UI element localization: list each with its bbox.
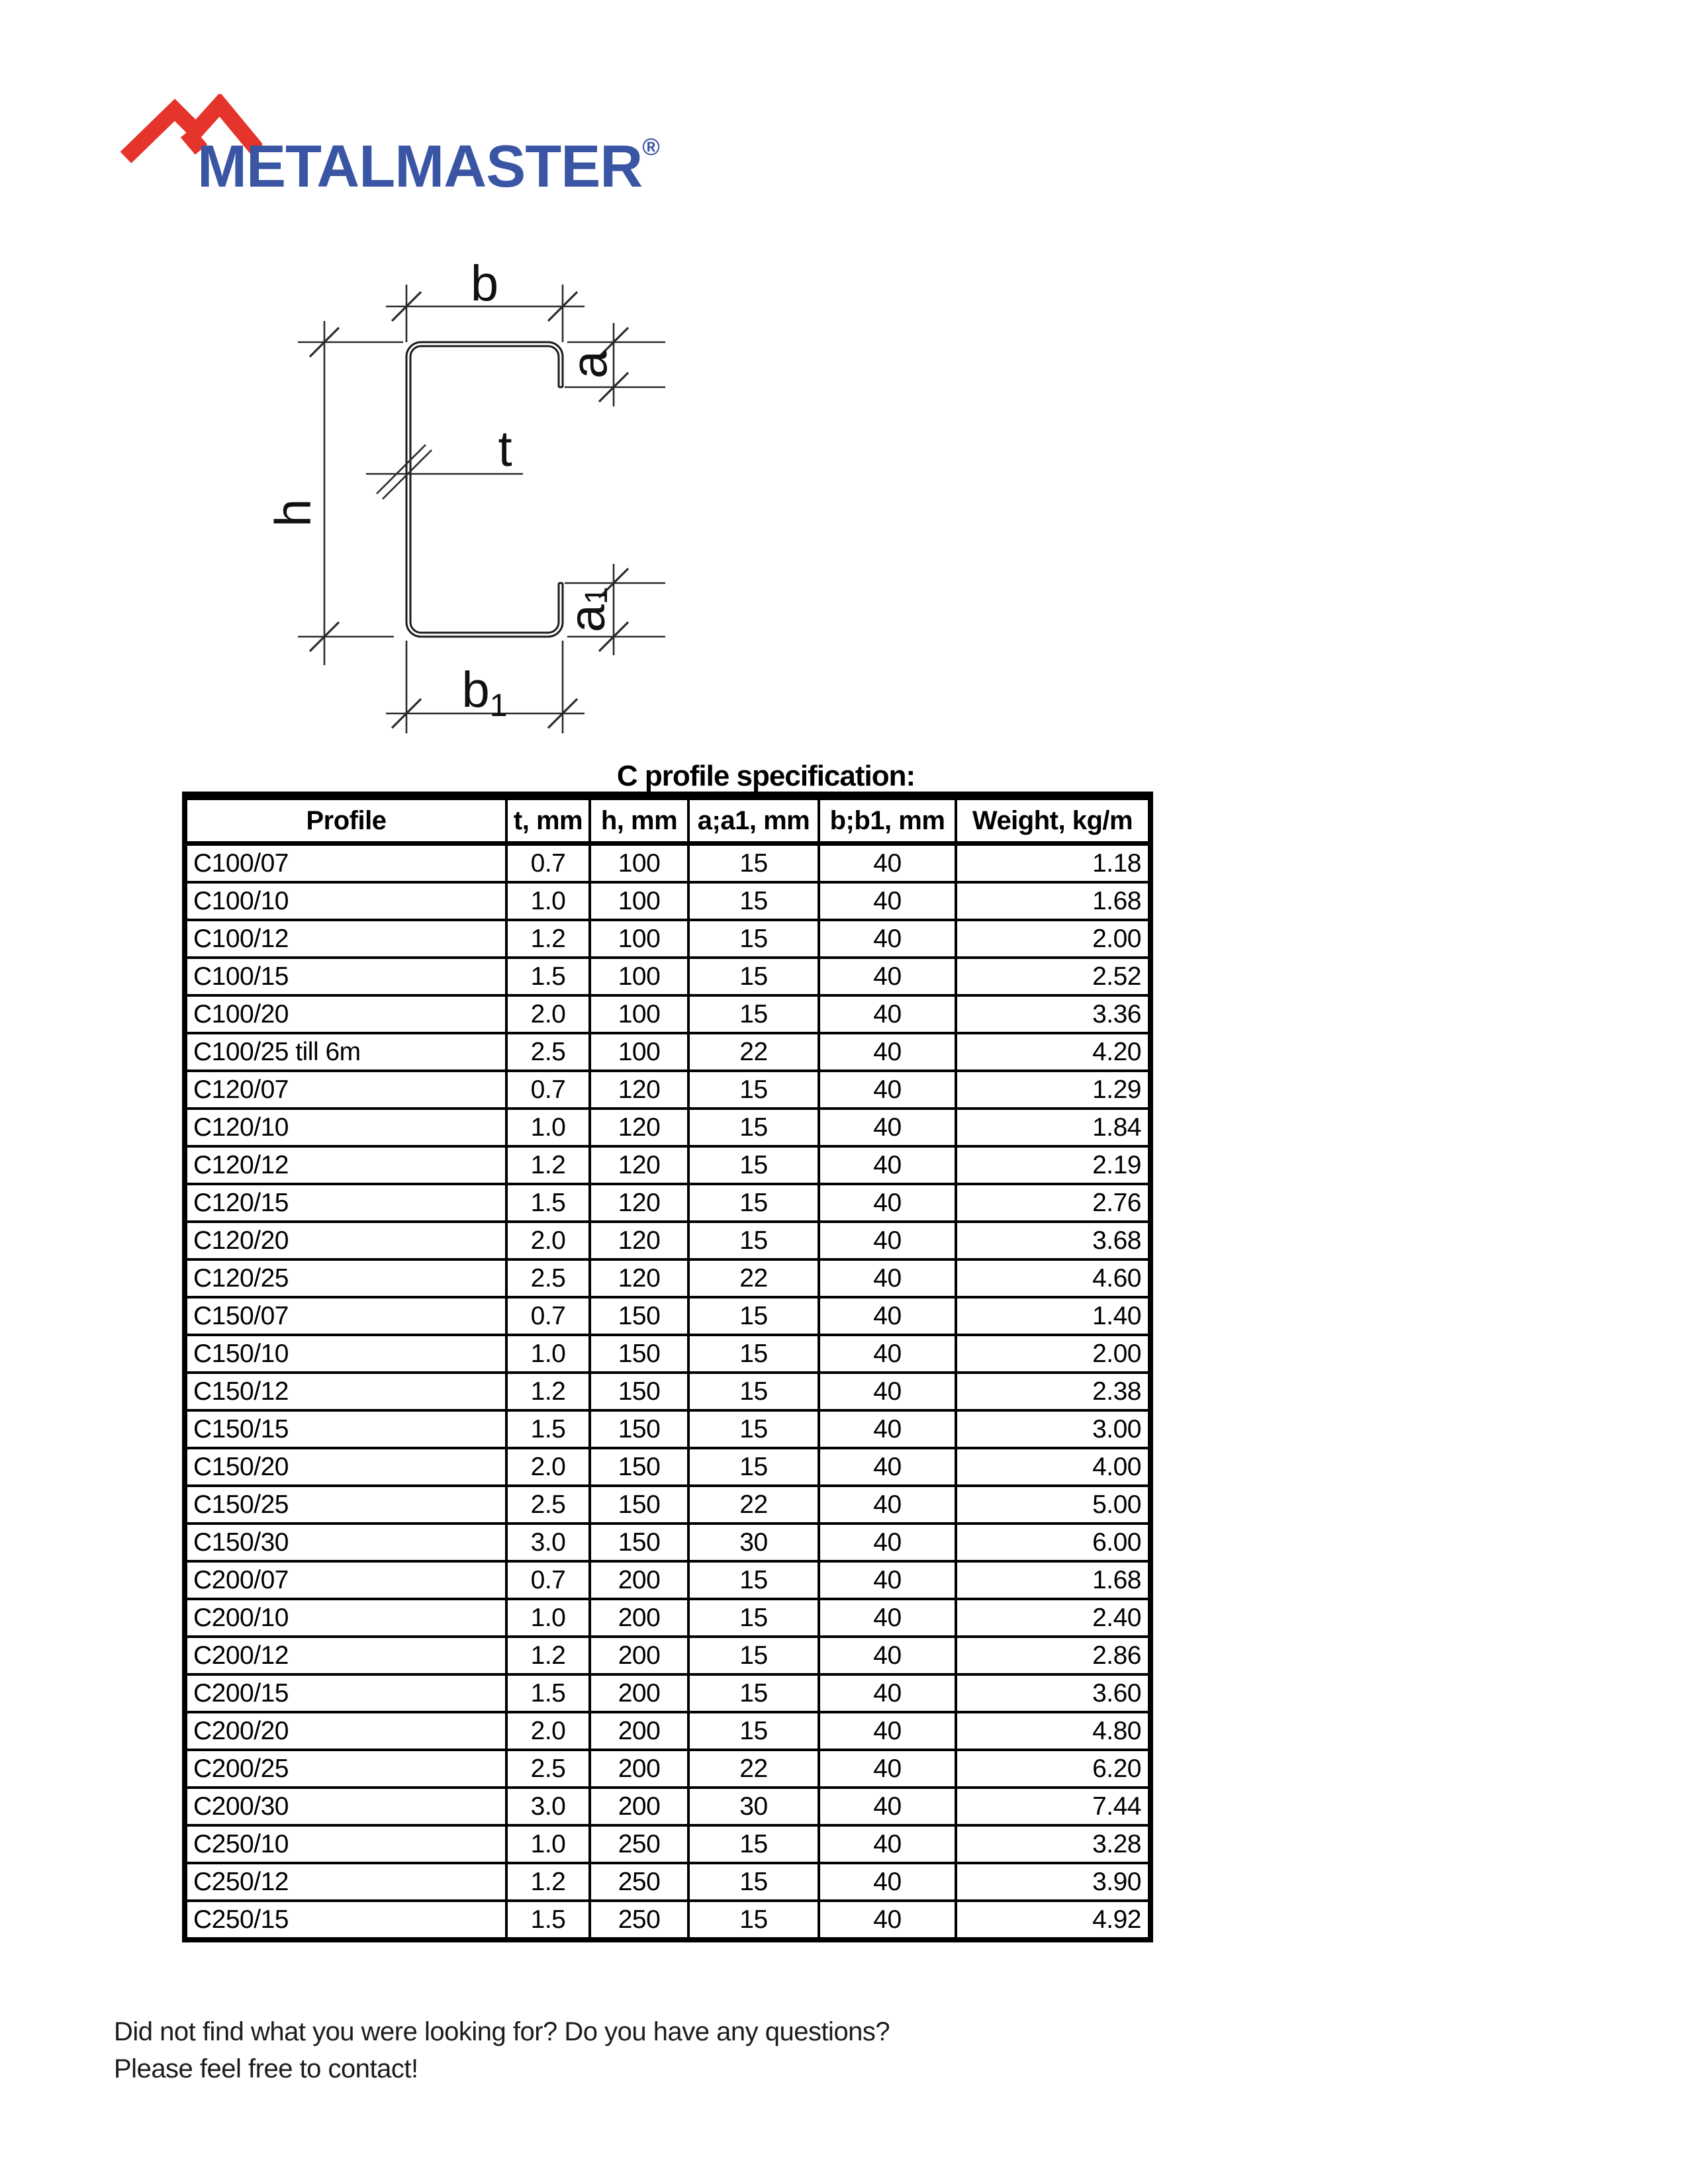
- table-row: [185, 1222, 1150, 1259]
- cell-profile: C100/07: [185, 844, 506, 883]
- cell-b: 40: [819, 1901, 956, 1940]
- cell-t: 1.2: [506, 1373, 590, 1410]
- cell-profile: C200/15: [185, 1674, 506, 1712]
- cell-t: 1.2: [506, 920, 590, 958]
- cell-t: 1.5: [506, 958, 590, 995]
- table-row: [185, 1750, 1150, 1788]
- cell-h: 100: [590, 882, 688, 920]
- cell-a: 15: [688, 1674, 819, 1712]
- table-row: [185, 1335, 1150, 1373]
- cell-b: 40: [819, 1109, 956, 1146]
- table-row: [185, 1373, 1150, 1410]
- cell-a: 15: [688, 995, 819, 1033]
- table-row: [185, 1033, 1150, 1071]
- cell-profile: C120/25: [185, 1259, 506, 1297]
- cell-b: 40: [819, 995, 956, 1033]
- cell-profile: C100/12: [185, 920, 506, 958]
- cell-h: 100: [590, 920, 688, 958]
- cell-weight: 5.00: [956, 1486, 1150, 1524]
- table-row: [185, 1901, 1150, 1940]
- cell-weight: 4.00: [956, 1448, 1150, 1486]
- cell-b: 40: [819, 1297, 956, 1335]
- table-title: C profile specification:: [616, 760, 915, 792]
- table-row: [185, 1524, 1150, 1561]
- cell-profile: C150/07: [185, 1297, 506, 1335]
- cell-a: 15: [688, 1448, 819, 1486]
- cell-weight: 1.84: [956, 1109, 1150, 1146]
- cell-h: 120: [590, 1222, 688, 1259]
- cell-profile: C150/30: [185, 1524, 506, 1561]
- cell-profile: C250/12: [185, 1863, 506, 1901]
- cell-t: 0.7: [506, 1297, 590, 1335]
- dim-label-a1: [559, 587, 616, 633]
- table-row: [185, 995, 1150, 1033]
- cell-b: 40: [819, 1599, 956, 1637]
- cell-t: 2.0: [506, 995, 590, 1033]
- table-row: [185, 844, 1150, 883]
- cell-h: 250: [590, 1863, 688, 1901]
- cell-weight: 1.68: [956, 882, 1150, 920]
- cell-t: 1.0: [506, 882, 590, 920]
- cell-a: 15: [688, 1222, 819, 1259]
- cell-profile: C250/15: [185, 1901, 506, 1940]
- cell-a: 15: [688, 1373, 819, 1410]
- cell-profile: C100/10: [185, 882, 506, 920]
- cell-weight: 4.80: [956, 1712, 1150, 1750]
- cell-h: 200: [590, 1750, 688, 1788]
- cell-a: 15: [688, 1863, 819, 1901]
- cell-a: 15: [688, 1637, 819, 1674]
- brand-text: [197, 133, 660, 200]
- cell-h: 100: [590, 844, 688, 883]
- table-row: [185, 1712, 1150, 1750]
- cell-a: 22: [688, 1033, 819, 1071]
- cell-weight: 2.40: [956, 1599, 1150, 1637]
- cell-t: 1.5: [506, 1674, 590, 1712]
- cell-a: 15: [688, 1109, 819, 1146]
- cell-a: 22: [688, 1259, 819, 1297]
- table-row: [185, 1788, 1150, 1825]
- table-row: [185, 882, 1150, 920]
- cell-profile: C150/10: [185, 1335, 506, 1373]
- cell-weight: 2.19: [956, 1146, 1150, 1184]
- table-row: [185, 1599, 1150, 1637]
- logo: [114, 93, 749, 218]
- cell-t: 2.5: [506, 1486, 590, 1524]
- cell-h: 200: [590, 1788, 688, 1825]
- cell-b: 40: [819, 1486, 956, 1524]
- cell-profile: C120/10: [185, 1109, 506, 1146]
- cell-a: 15: [688, 1071, 819, 1109]
- cell-profile: C200/12: [185, 1637, 506, 1674]
- brand-name: METALMASTER: [197, 134, 643, 200]
- cell-h: 120: [590, 1071, 688, 1109]
- cell-a: 15: [688, 1146, 819, 1184]
- cell-t: 3.0: [506, 1788, 590, 1825]
- cell-a: 22: [688, 1750, 819, 1788]
- cell-profile: C200/10: [185, 1599, 506, 1637]
- table-row: [185, 920, 1150, 958]
- cell-weight: 2.52: [956, 958, 1150, 995]
- cell-h: 200: [590, 1674, 688, 1712]
- dim-label-b1-main: b: [461, 662, 490, 718]
- cell-weight: 1.18: [956, 844, 1150, 883]
- cell-b: 40: [819, 1674, 956, 1712]
- cell-t: 1.2: [506, 1637, 590, 1674]
- cell-h: 120: [590, 1146, 688, 1184]
- cell-weight: 3.28: [956, 1825, 1150, 1863]
- cell-t: 2.0: [506, 1712, 590, 1750]
- cell-a: 30: [688, 1524, 819, 1561]
- cell-a: 22: [688, 1486, 819, 1524]
- cell-b: 40: [819, 920, 956, 958]
- cell-weight: 3.60: [956, 1674, 1150, 1712]
- column-header-profile: Profile: [185, 796, 506, 844]
- table-row: [185, 1863, 1150, 1901]
- cell-h: 200: [590, 1599, 688, 1637]
- cell-t: 0.7: [506, 1561, 590, 1599]
- cell-b: 40: [819, 1788, 956, 1825]
- cell-h: 250: [590, 1901, 688, 1940]
- cell-t: 1.0: [506, 1825, 590, 1863]
- table-body: [185, 844, 1150, 1940]
- cell-h: 150: [590, 1373, 688, 1410]
- cell-profile: C150/25: [185, 1486, 506, 1524]
- cell-b: 40: [819, 1373, 956, 1410]
- cell-h: 120: [590, 1259, 688, 1297]
- cell-a: 15: [688, 920, 819, 958]
- cell-a: 15: [688, 1335, 819, 1373]
- cell-weight: 3.90: [956, 1863, 1150, 1901]
- cell-weight: 2.00: [956, 1335, 1150, 1373]
- cell-b: 40: [819, 1259, 956, 1297]
- cell-b: 40: [819, 1410, 956, 1448]
- cell-a: 15: [688, 1825, 819, 1863]
- cell-b: 40: [819, 1712, 956, 1750]
- cell-profile: C250/10: [185, 1825, 506, 1863]
- cell-a: 15: [688, 1410, 819, 1448]
- cell-h: 100: [590, 958, 688, 995]
- cell-profile: C150/20: [185, 1448, 506, 1486]
- cell-profile: C100/20: [185, 995, 506, 1033]
- table-row: [185, 1561, 1150, 1599]
- footer-line-1: Did not find what you were looking for? Do you have any questions?: [114, 2017, 890, 2046]
- cell-h: 150: [590, 1410, 688, 1448]
- cell-weight: 4.92: [956, 1901, 1150, 1940]
- cell-b: 40: [819, 958, 956, 995]
- cell-a: 15: [688, 1297, 819, 1335]
- cell-a: 15: [688, 844, 819, 883]
- cell-h: 150: [590, 1335, 688, 1373]
- table-row: [185, 958, 1150, 995]
- cell-t: 2.5: [506, 1033, 590, 1071]
- cell-b: 40: [819, 844, 956, 883]
- table-row: [185, 1637, 1150, 1674]
- cell-weight: 2.38: [956, 1373, 1150, 1410]
- cell-weight: 7.44: [956, 1788, 1150, 1825]
- cell-h: 250: [590, 1825, 688, 1863]
- cell-h: 150: [590, 1297, 688, 1335]
- cell-weight: 1.40: [956, 1297, 1150, 1335]
- cell-b: 40: [819, 1335, 956, 1373]
- table-row: [185, 1448, 1150, 1486]
- cell-h: 200: [590, 1561, 688, 1599]
- cell-profile: C200/25: [185, 1750, 506, 1788]
- cell-b: 40: [819, 1561, 956, 1599]
- cell-profile: C100/15: [185, 958, 506, 995]
- cell-t: 1.5: [506, 1184, 590, 1222]
- table-row: [185, 1297, 1150, 1335]
- cell-profile: C120/20: [185, 1222, 506, 1259]
- cell-h: 150: [590, 1486, 688, 1524]
- cell-h: 100: [590, 995, 688, 1033]
- c-profile-outline: [406, 342, 563, 637]
- cell-a: 15: [688, 958, 819, 995]
- cell-t: 1.2: [506, 1146, 590, 1184]
- cell-weight: 2.00: [956, 920, 1150, 958]
- footer-line-2: Please feel free to contact!: [114, 2054, 418, 2083]
- cell-h: 150: [590, 1524, 688, 1561]
- cell-weight: 1.29: [956, 1071, 1150, 1109]
- cell-b: 40: [819, 1222, 956, 1259]
- cell-t: 2.5: [506, 1259, 590, 1297]
- cell-profile: C200/30: [185, 1788, 506, 1825]
- cell-h: 200: [590, 1712, 688, 1750]
- column-header-t: t, mm: [506, 796, 590, 844]
- cell-t: 3.0: [506, 1524, 590, 1561]
- spec-table: [182, 792, 1153, 1942]
- cell-t: 1.5: [506, 1901, 590, 1940]
- cell-a: 15: [688, 882, 819, 920]
- cell-a: 15: [688, 1901, 819, 1940]
- dim-label-a: a: [561, 350, 618, 379]
- cell-t: 2.0: [506, 1222, 590, 1259]
- dim-label-b1-sub: 1: [489, 688, 508, 723]
- column-header-b: b;b1, mm: [819, 796, 956, 844]
- cell-profile: C100/25 till 6m: [185, 1033, 506, 1071]
- cell-profile: C150/15: [185, 1410, 506, 1448]
- cell-b: 40: [819, 882, 956, 920]
- footer: [114, 2013, 890, 2087]
- cell-h: 120: [590, 1184, 688, 1222]
- c-profile-drawing: [261, 258, 672, 748]
- table-row: [185, 1071, 1150, 1109]
- cell-a: 15: [688, 1599, 819, 1637]
- cell-h: 120: [590, 1109, 688, 1146]
- dim-label-t: t: [498, 421, 512, 477]
- cell-weight: 3.36: [956, 995, 1150, 1033]
- cell-b: 40: [819, 1524, 956, 1561]
- cell-weight: 1.68: [956, 1561, 1150, 1599]
- cell-profile: C120/07: [185, 1071, 506, 1109]
- dim-label-h: h: [265, 498, 322, 527]
- cell-profile: C200/20: [185, 1712, 506, 1750]
- dim-label-b: b: [470, 258, 499, 312]
- table-header-row: [185, 796, 1150, 844]
- table-row: [185, 1674, 1150, 1712]
- cell-b: 40: [819, 1146, 956, 1184]
- cell-profile: C120/12: [185, 1146, 506, 1184]
- cell-t: 0.7: [506, 844, 590, 883]
- cell-weight: 4.20: [956, 1033, 1150, 1071]
- cell-profile: C120/15: [185, 1184, 506, 1222]
- cell-weight: 4.60: [956, 1259, 1150, 1297]
- table-row: [185, 1486, 1150, 1524]
- cell-weight: 3.00: [956, 1410, 1150, 1448]
- cell-a: 15: [688, 1561, 819, 1599]
- table-row: [185, 1410, 1150, 1448]
- cell-t: 1.0: [506, 1335, 590, 1373]
- dim-label-b1: [462, 662, 508, 723]
- cell-h: 150: [590, 1448, 688, 1486]
- cell-profile: C200/07: [185, 1561, 506, 1599]
- cell-profile: C150/12: [185, 1373, 506, 1410]
- cell-a: 15: [688, 1712, 819, 1750]
- table-row: [185, 1259, 1150, 1297]
- table-row: [185, 1109, 1150, 1146]
- table-row: [185, 1146, 1150, 1184]
- cell-a: 30: [688, 1788, 819, 1825]
- cell-t: 0.7: [506, 1071, 590, 1109]
- cell-t: 2.5: [506, 1750, 590, 1788]
- table-row: [185, 1825, 1150, 1863]
- cell-b: 40: [819, 1184, 956, 1222]
- cell-weight: 2.86: [956, 1637, 1150, 1674]
- cell-h: 200: [590, 1637, 688, 1674]
- cell-t: 1.2: [506, 1863, 590, 1901]
- dim-label-a1-sub: 1: [579, 586, 614, 605]
- cell-t: 1.0: [506, 1599, 590, 1637]
- cell-t: 1.0: [506, 1109, 590, 1146]
- cell-b: 40: [819, 1033, 956, 1071]
- cell-b: 40: [819, 1825, 956, 1863]
- dim-label-a1-main: a: [559, 604, 616, 633]
- cell-t: 1.5: [506, 1410, 590, 1448]
- column-header-h: h, mm: [590, 796, 688, 844]
- cell-h: 100: [590, 1033, 688, 1071]
- table-row: [185, 1184, 1150, 1222]
- cell-weight: 2.76: [956, 1184, 1150, 1222]
- cell-b: 40: [819, 1863, 956, 1901]
- cell-t: 2.0: [506, 1448, 590, 1486]
- cell-b: 40: [819, 1750, 956, 1788]
- column-header-a: a;a1, mm: [688, 796, 819, 844]
- registered-mark: ®: [642, 133, 660, 160]
- cell-b: 40: [819, 1071, 956, 1109]
- cell-b: 40: [819, 1448, 956, 1486]
- cell-weight: 6.00: [956, 1524, 1150, 1561]
- cell-a: 15: [688, 1184, 819, 1222]
- cell-weight: 3.68: [956, 1222, 1150, 1259]
- column-header-weight: Weight, kg/m: [956, 796, 1150, 844]
- cell-weight: 6.20: [956, 1750, 1150, 1788]
- cell-b: 40: [819, 1637, 956, 1674]
